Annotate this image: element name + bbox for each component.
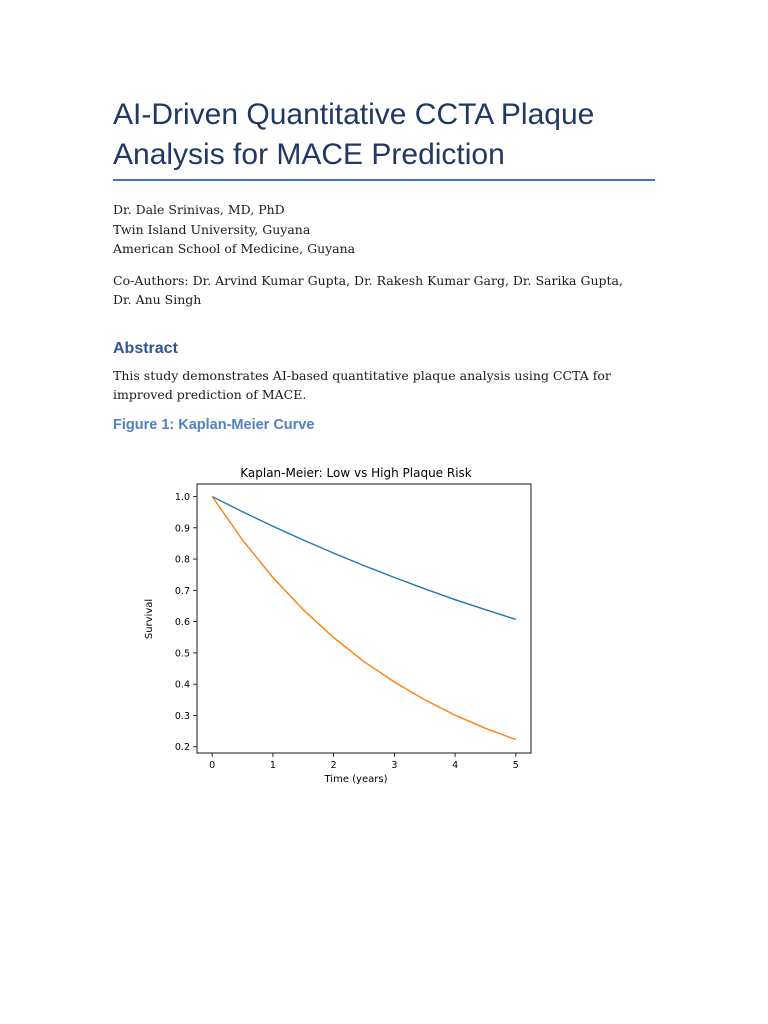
figure-heading: Figure 1: Kaplan-Meier Curve [113,417,315,433]
x-tick-label: 3 [391,760,398,771]
y-tick-label: 1.0 [174,492,190,504]
y-tick-label: 0.8 [174,554,190,566]
author-name: Dr. Dale Srinivas, MD, PhD [113,202,285,217]
series-line-2 [212,497,516,740]
abstract-heading: Abstract [113,340,178,357]
x-tick-label: 0 [209,760,216,771]
author-affiliation-1: Twin Island University, Guyana [113,221,311,237]
x-tick-label: 4 [452,760,459,771]
x-tick-label: 2 [330,760,337,771]
y-tick-label: 0.7 [174,585,190,597]
author-block [113,200,653,259]
kaplan-meier-chart [135,456,545,791]
kaplan-meier-figure [135,456,545,791]
y-tick-label: 0.9 [174,523,190,535]
coauthors-line: Co-Authors: Dr. Arvind Kumar Gupta, Dr. Rakesh Kumar Garg, Dr. Sarika Gupta, Dr. Anu Singh [113,273,623,307]
y-axis-label: Survival [144,598,155,640]
y-tick-label: 0.5 [174,648,190,660]
x-tick-label: 1 [269,760,276,771]
y-tick-label: 0.4 [174,679,190,691]
axes-frame [197,484,531,753]
title-divider [113,179,655,181]
y-tick-label: 0.3 [174,710,190,722]
plot-area [175,484,531,771]
chart-title: Kaplan-Meier: Low vs High Plaque Risk [240,466,472,480]
abstract-text: This study demonstrates AI-based quantitative plaque analysis using CCTA for improved prediction of MACE. [113,368,611,402]
x-axis-label: Time (years) [324,774,388,785]
author-affiliation-2: American School of Medicine, Guyana [113,241,356,256]
x-tick-label: 5 [512,760,519,771]
y-tick-label: 0.2 [174,742,190,754]
document-title: AI-Driven Quantitative CCTA Plaque Analysis for MACE Prediction [113,98,595,171]
y-tick-label: 0.6 [174,617,190,629]
